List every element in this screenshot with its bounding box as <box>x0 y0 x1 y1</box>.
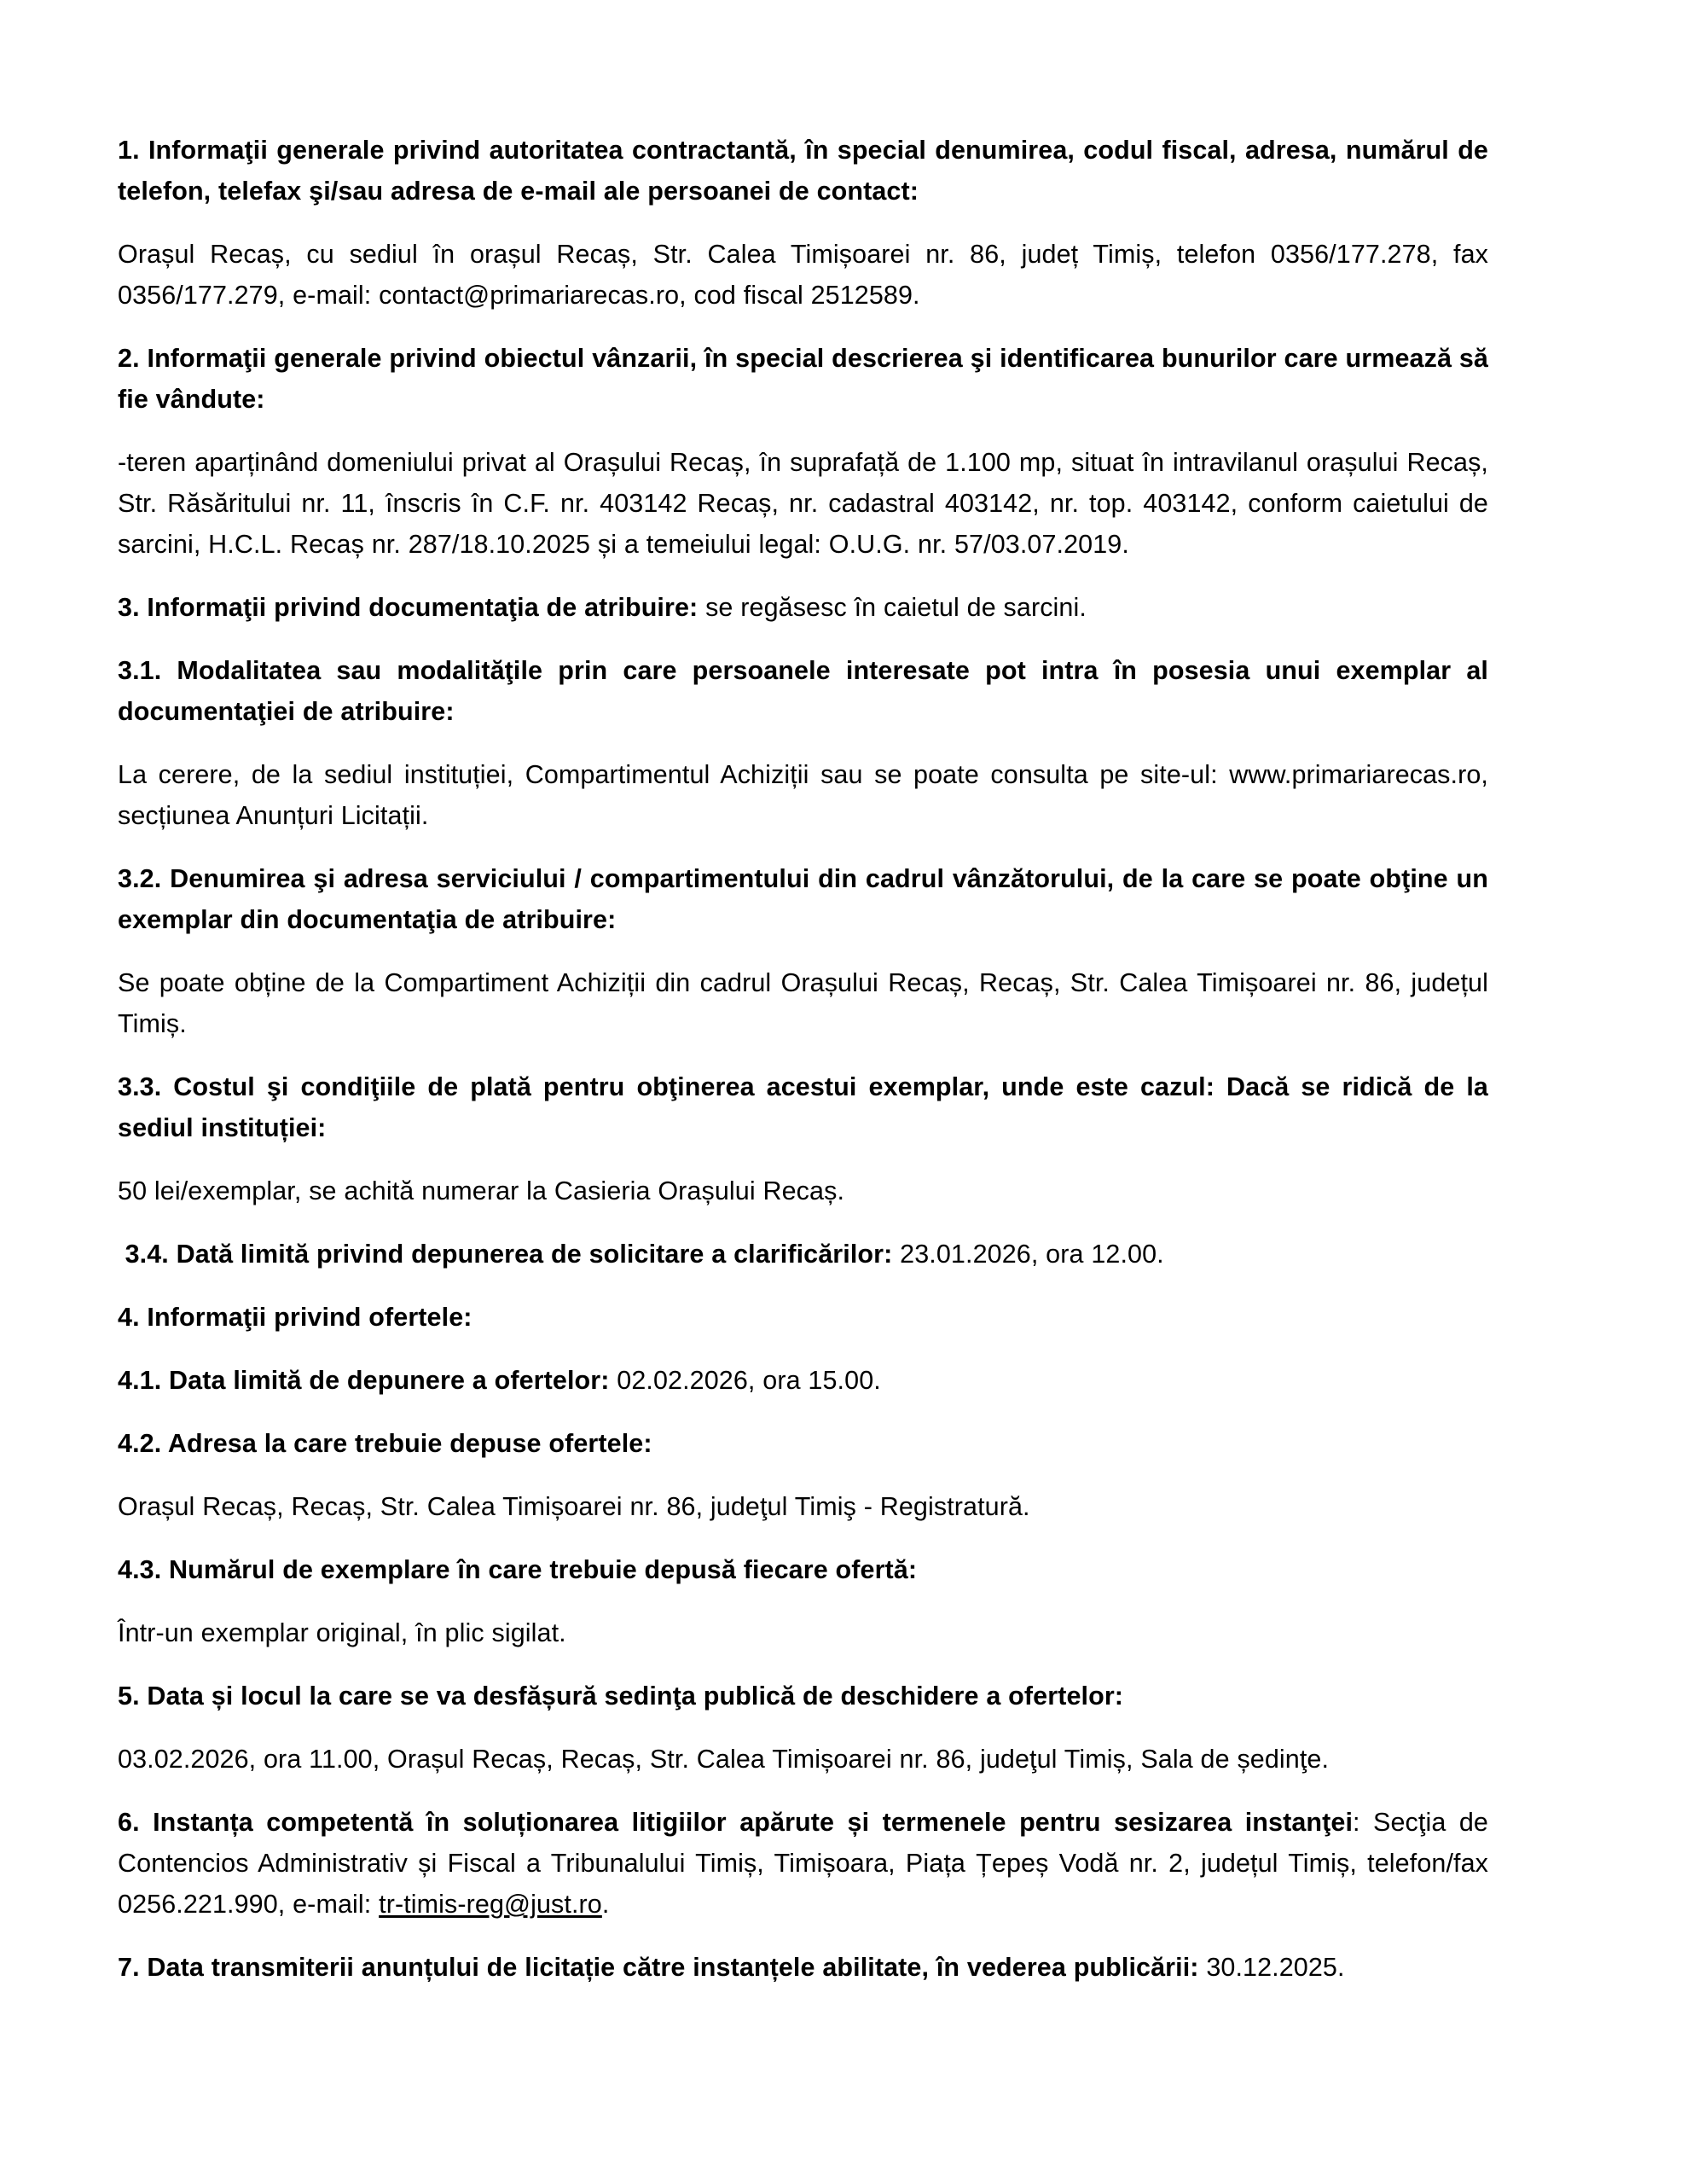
section-7 <box>118 1947 1488 1988</box>
section-4-3-heading: 4.3. Numărul de exemplare în care trebuie depusă fiecare ofertă: <box>118 1555 918 1584</box>
section-3-4 <box>118 1234 1488 1275</box>
section-3-1-heading: 3.1. Modalitatea sau modalităţile prin care persoanele interesate pot intra în posesia unui exemplar al documentaţiei de atribuire: <box>118 656 1488 726</box>
section-3-3-body: 50 lei/exemplar, se achită numerar la Casieria Orașului Recaș. <box>118 1176 845 1205</box>
section-3-4-heading: 3.4. Dată limită privind depunerea de solicitare a clarificărilor: <box>125 1240 893 1269</box>
section-4-2-body: Orașul Recaș, Recaș, Str. Calea Timișoarei nr. 86, judeţul Timiş - Registratură. <box>118 1492 1030 1521</box>
section-2-body: -teren aparținând domeniului privat al Orașului Recaș, în suprafață de 1.100 mp, situat în intravilanul orașului Recaș, Str. Răsăritului nr. 11, înscris în C.F. nr. 403142 Recaș, nr. cadastral 403142, nr. top. 403142, conform caietului de sarcini, H.C.L. Recaș nr. 287/18.10.2025 și a temeiului legal: O.U.G. nr. 57/03.07.2019. <box>118 448 1488 559</box>
section-4-heading: 4. Informaţii privind ofertele: <box>118 1303 472 1332</box>
section-7-body: 30.12.2025. <box>1198 1953 1345 1982</box>
court-email-link[interactable]: tr-timis-reg@just.ro <box>379 1890 602 1919</box>
section-4-3-body: Într-un exemplar original, în plic sigilat. <box>118 1618 566 1647</box>
section-4-2-heading: 4.2. Adresa la care trebuie depuse ofertele: <box>118 1429 652 1458</box>
section-3-4-leading-space <box>118 1240 125 1269</box>
section-3-2-heading: 3.2. Denumirea şi adresa serviciului / compartimentului din cadrul vânzătorului, de la care se poate obţine un exemplar din documentaţia de atribuire: <box>118 864 1488 934</box>
section-5-heading: 5. Data și locul la care se va desfășură sedinţa publică de deschidere a ofertelor: <box>118 1682 1124 1711</box>
section-3-heading: 3. Informaţii privind documentaţia de atribuire: <box>118 593 699 622</box>
section-3-3-heading: 3.3. Costul şi condiţiile de plată pentru obţinerea acestui exemplar, unde este cazul: Dacă se ridică de la sediul instituției: <box>118 1072 1488 1142</box>
section-3 <box>118 587 1488 628</box>
section-3-1-body: La cerere, de la sediul instituției, Compartimentul Achiziții sau se poate consulta pe site-ul: www.primariarecas.ro, secțiunea Anunțuri Licitații. <box>118 760 1488 830</box>
section-4-1-heading: 4.1. Data limită de depunere a ofertelor: <box>118 1366 610 1395</box>
section-4-1-body: 02.02.2026, ora 15.00. <box>609 1366 881 1395</box>
section-3-2-body: Se poate obține de la Compartiment Achiziții din cadrul Orașului Recaș, Recaș, Str. Calea Timișoarei nr. 86, județul Timiș. <box>118 968 1488 1038</box>
section-7-heading: 7. Data transmiterii anunțului de licitație către instanțele abilitate, în vederea publicării: <box>118 1953 1199 1982</box>
section-6-body-pre: : Secţia de Contencios Administrativ și Fiscal a Tribunalului Timiș, Timișoara, Piața Țepeș Vodă nr. 2, județul Timiș, telefon/fax 0256.221.990, e-mail: <box>118 1808 1488 1919</box>
section-2-heading: 2. Informaţii generale privind obiectul vânzarii, în special descrierea şi identificarea bunurilor care urmează să fie vândute: <box>118 344 1488 414</box>
section-1-body: Orașul Recaș, cu sediul în orașul Recaș, Str. Calea Timișoarei nr. 86, județ Timiș, telefon 0356/177.278, fax 0356/177.279, e-mail: contact@primariarecas.ro, cod fiscal 2512589. <box>118 240 1488 310</box>
section-1-heading: 1. Informaţii generale privind autoritatea contractantă, în special denumirea, codul fiscal, adresa, numărul de telefon, telefax şi/sau adresa de e-mail ale persoanei de contact: <box>118 136 1488 206</box>
section-3-4-body: 23.01.2026, ora 12.00. <box>892 1240 1164 1269</box>
section-5-body: 03.02.2026, ora 11.00, Orașul Recaș, Recaș, Str. Calea Timișoarei nr. 86, judeţul Timiș, Sala de ședinţe. <box>118 1745 1330 1774</box>
section-4-1 <box>118 1360 1488 1401</box>
section-6-heading: 6. Instanța competentă în soluționarea litigiilor apărute și termenele pentru sesizarea instanţei <box>118 1808 1354 1837</box>
section-6 <box>118 1802 1488 1925</box>
document-body <box>118 130 1488 1988</box>
section-6-body-post: . <box>601 1890 610 1919</box>
section-3-body: se regăsesc în caietul de sarcini. <box>698 593 1087 622</box>
